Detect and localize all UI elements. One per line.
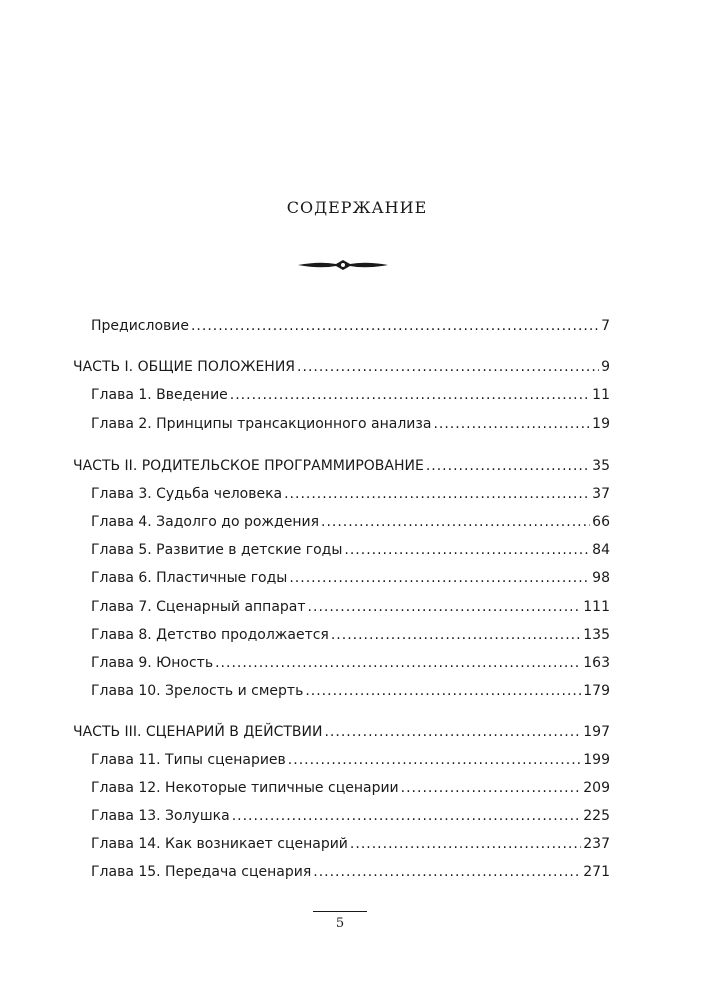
dot-leader	[305, 681, 581, 701]
toc-entry-chapter-15	[91, 862, 610, 882]
toc-entry-page: 66	[592, 514, 610, 530]
dot-leader	[321, 512, 590, 532]
page-number: 5	[335, 916, 345, 931]
toc-entry-page: 209	[583, 780, 610, 796]
toc-entry-label: Глава 8. Детство продолжается	[91, 627, 329, 643]
toc-entry-chapter-11	[91, 750, 610, 770]
toc-entry-label: Глава 5. Развитие в детские годы	[91, 542, 343, 558]
dot-leader	[232, 806, 582, 826]
toc-entry-label: ЧАСТЬ III. СЦЕНАРИЙ В ДЕЙСТВИИ	[73, 724, 323, 740]
toc-entry-label: ЧАСТЬ II. РОДИТЕЛЬСКОЕ ПРОГРАММИРОВАНИЕ	[73, 458, 424, 474]
toc-entry-page: 11	[592, 387, 610, 403]
toc-entry-label: ЧАСТЬ I. ОБЩИЕ ПОЛОЖЕНИЯ	[73, 359, 296, 375]
toc-entry-label: Предисловие	[91, 318, 189, 334]
toc-entry-label: Глава 9. Юность	[91, 655, 214, 671]
toc-entry-part-3	[73, 722, 610, 742]
dot-leader	[331, 625, 581, 645]
toc-entry-chapter-3	[91, 484, 610, 504]
toc-entry-chapter-6	[91, 568, 610, 588]
dot-leader	[401, 778, 582, 798]
toc-entry-part-1	[73, 357, 610, 377]
toc-entry-chapter-8	[91, 625, 610, 645]
toc-entry-page: 111	[583, 599, 610, 615]
toc-entry-chapter-14	[91, 834, 610, 854]
dot-leader	[350, 834, 581, 854]
toc-entry-page: 98	[592, 570, 610, 586]
dot-leader	[308, 597, 582, 617]
toc-entry-label: Глава 3. Судьба человека	[91, 486, 283, 502]
toc-entry-chapter-5	[91, 540, 610, 560]
toc-entry-chapter-13	[91, 806, 610, 826]
toc-entry-page: 135	[583, 627, 610, 643]
toc-entry-chapter-12	[91, 778, 610, 798]
dot-leader	[344, 540, 590, 560]
toc-entry-label: Глава 6. Пластичные годы	[91, 570, 288, 586]
dot-leader	[313, 862, 581, 882]
toc-entry-page: 163	[583, 655, 610, 671]
toc-entry-label: Глава 10. Зрелость и смерть	[91, 683, 304, 699]
toc-entry-label: Глава 15. Передача сценария	[91, 864, 312, 880]
toc-entry-page: 84	[592, 542, 610, 558]
toc-entry-page: 225	[583, 808, 610, 824]
dot-leader	[289, 568, 590, 588]
toc-entry-label: Глава 14. Как возникает сценарий	[91, 836, 348, 852]
toc-entry-label: Глава 11. Типы сценариев	[91, 752, 286, 768]
toc-entry-page: 9	[601, 359, 610, 375]
toc-entry-label: Глава 7. Сценарный аппарат	[91, 599, 306, 615]
toc-entry-page: 197	[583, 724, 610, 740]
toc-title: СОДЕРЖАНИЕ	[286, 198, 428, 217]
dot-leader	[288, 750, 581, 770]
toc-entry-label: Глава 12. Некоторые типичные сценарии	[91, 780, 399, 796]
dot-leader	[324, 722, 581, 742]
dot-leader	[191, 316, 599, 336]
toc-entry-chapter-4	[91, 512, 610, 532]
dot-leader	[426, 456, 590, 476]
toc-entry-label: Глава 2. Принципы трансакционного анализа	[91, 416, 432, 432]
toc-entry-page: 19	[592, 416, 610, 432]
dot-leader	[284, 484, 590, 504]
toc-entry-label: Глава 1. Введение	[91, 387, 228, 403]
toc-entry-preface	[91, 316, 610, 336]
toc-entry-chapter-1	[91, 385, 610, 405]
toc-entry-chapter-2	[91, 414, 610, 434]
dot-leader	[297, 357, 599, 377]
toc-entry-page: 237	[583, 836, 610, 852]
toc-entry-page: 271	[583, 864, 610, 880]
ornament-divider	[298, 258, 388, 272]
toc-entry-part-2	[73, 456, 610, 476]
toc-entry-chapter-10	[91, 681, 610, 701]
toc-entry-page: 7	[601, 318, 610, 334]
toc-entry-chapter-9	[91, 653, 610, 673]
toc-entry-page: 179	[583, 683, 610, 699]
footer-rule	[313, 911, 367, 912]
toc-entry-page: 199	[583, 752, 610, 768]
toc-entry-chapter-7	[91, 597, 610, 617]
dot-leader	[215, 653, 581, 673]
toc-entry-label: Глава 13. Золушка	[91, 808, 230, 824]
toc-entry-page: 35	[592, 458, 610, 474]
toc-entry-page: 37	[592, 486, 610, 502]
dot-leader	[433, 414, 590, 434]
toc-entry-label: Глава 4. Задолго до рождения	[91, 514, 319, 530]
dot-leader	[230, 385, 590, 405]
